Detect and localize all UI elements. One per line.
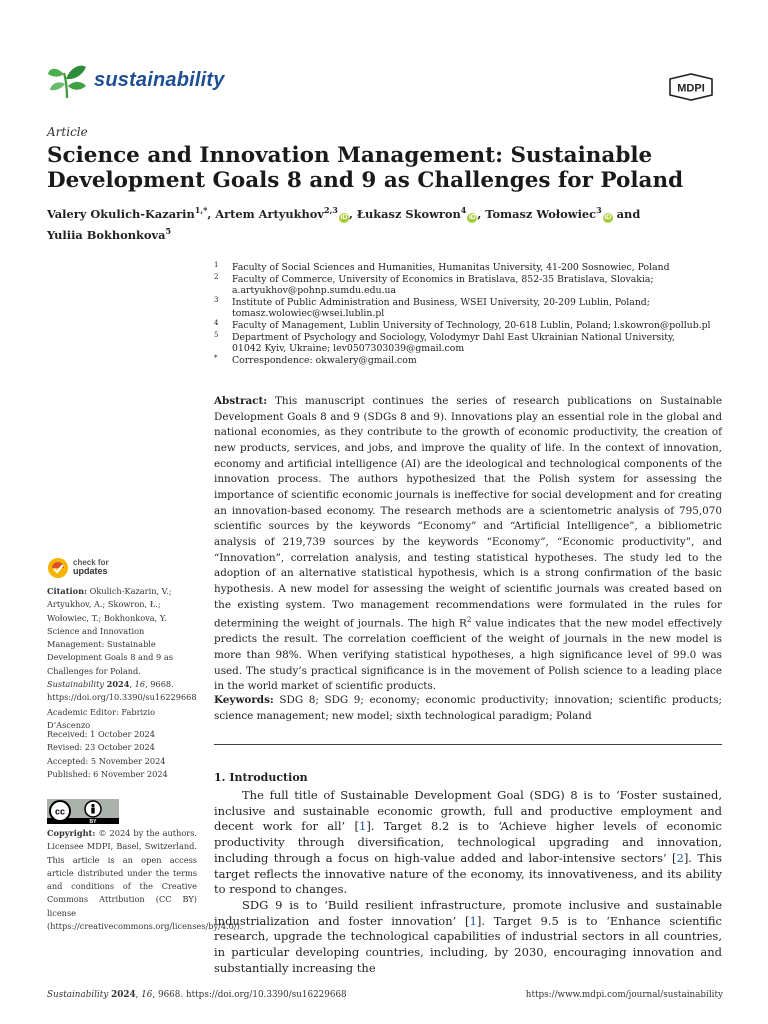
affiliation-line: 01042 Kyiv, Ukraine; lev0507303039@gmail.com bbox=[232, 343, 465, 355]
copyright-text: © 2024 by the authors. Licensee MDPI, Basel, Switzerland. This article is an open access article distributed under the terms and conditions of the Creative Commons Attribution (CC BY) license (https://creativecommons.org/licenses/by/4.0/). bbox=[47, 828, 243, 931]
affiliation-number: 4 bbox=[214, 318, 219, 327]
journal-name[interactable]: sustainability bbox=[94, 69, 225, 91]
date-received: Received: 1 October 2024 bbox=[47, 729, 155, 739]
paragraph bbox=[214, 788, 722, 898]
author-name[interactable]: Łukasz Skowron bbox=[356, 206, 461, 221]
citation-block: Citation: Okulich-Kazarin, V.; Artyukhov, A.; Skowron, Ł.; Wołowiec, T.; Bokhonkova, Y. Science and Innovation Management: Sustainable Development Goals 8 and 9 as Challenges for Poland. Sustainability 2024, 16, 9668. https://doi.org/10.3390/su16229668 bbox=[47, 586, 197, 703]
abstract-text: This manuscript continues the series of research publications on Sustainable Development Goals 8 and 9 (SDGs 8 and 9). Innovations play an essential role in the global and national economies, as they contribute to the growth of economic productivity, the creation of new products, services, and jobs, and improve the quality of life. In the context of innovation, economy and artificial intelligence (AI) are the ideological and technological components of the innovation process. The authors hypothesized that the Polish system for assessing the importance of scientific economic journals is ineffective for social development and for creating an innovation-based economy. The research methods are a scientometric analysis of 795,070 scientific sources by the keywords “Economy” and “Artificial Intelligence”, a bibliometric analysis of 219,739 sources by the keywords “Economy”, “Economic productivity”, and “Innovation”, correlation analysis, and testing statistical hypotheses. The study led to the adoption of an alternative statistical hypothesis, which is a strong confirmation of the basic hypothesis. A new model for assessing the weight of scientific journals was created based on the existing system. Two management recommendations were formulated in the rules for determining the weight of journals. The high R bbox=[214, 395, 722, 630]
footer-journal-url[interactable]: https://www.mdpi.com/journal/sustainability bbox=[525, 990, 723, 1000]
publication-dates bbox=[47, 728, 199, 781]
check-updates-line: updates bbox=[73, 566, 108, 576]
affiliation-item bbox=[214, 332, 724, 355]
author-name[interactable]: Tomasz Wołowiec bbox=[485, 206, 597, 221]
affiliation-line: Institute of Public Administration and Business, WSEI University, 20-209 Lublin, Poland; bbox=[232, 296, 650, 308]
keywords-label: Keywords: bbox=[214, 694, 274, 706]
affiliation-line: Department of Psychology and Sociology, Volodymyr Dahl East Ukrainian National University, bbox=[232, 331, 675, 343]
citation-journal: Sustainability bbox=[47, 679, 105, 690]
author-affiliation-sup: 3 bbox=[596, 205, 602, 215]
citation-text: Okulich-Kazarin, V.; Artyukhov, A.; Skowron, Ł.; Wołowiec, T.; Bokhonkova, Y. Science and Innovation Management: Sustainable Development Goals 8 and 9 as Challenges for Poland. bbox=[47, 586, 173, 676]
svg-text:BY: BY bbox=[89, 819, 97, 824]
date-accepted: Accepted: 5 November 2024 bbox=[47, 755, 166, 766]
author-affiliation-sup: 5 bbox=[165, 225, 172, 236]
section-heading-introduction: 1. Introduction bbox=[214, 771, 308, 784]
section-divider bbox=[214, 744, 722, 745]
svg-text:cc: cc bbox=[54, 806, 66, 817]
check-updates-label bbox=[73, 558, 109, 576]
affiliation-line: Faculty of Commerce, University of Economics in Bratislava, 852-35 Bratislava, Slovakia; bbox=[232, 273, 654, 285]
abstract-label: Abstract: bbox=[214, 395, 268, 407]
footer-volume: 16 bbox=[141, 990, 153, 1000]
affiliation-line: a.artyukhov@pohnp.sumdu.edu.ua bbox=[232, 285, 397, 297]
r-squared-sup: 2 bbox=[466, 616, 472, 625]
affiliation-number: 2 bbox=[214, 272, 219, 281]
citation-volume: 16 bbox=[134, 679, 146, 690]
author-name[interactable]: Valery Okulich-Kazarin bbox=[47, 206, 195, 221]
article-type: Article bbox=[47, 125, 88, 139]
keywords bbox=[214, 693, 722, 724]
author-list bbox=[47, 202, 737, 243]
paragraph-text: ]. This target reflects the innovative nature of the economy, its innovativeness, and its ability to respond to changes. bbox=[214, 850, 722, 897]
introduction-body bbox=[214, 788, 722, 976]
footer-citation: Sustainability 2024, 16, 9668. https://doi.org/10.3390/su16229668 bbox=[47, 990, 347, 1000]
mdpi-logo[interactable] bbox=[666, 73, 716, 101]
affiliation-item bbox=[214, 274, 724, 297]
mdpi-logo-text: MDPI bbox=[677, 82, 705, 95]
paragraph-text: SDG 9 is to ‘Build resilient infrastructure, promote inclusive and sustainable industrialization and foster innovation’ [ bbox=[214, 897, 722, 928]
check-updates-line: check for bbox=[73, 558, 109, 567]
citation-doi[interactable]: , 9668. https://doi.org/10.3390/su16229668 bbox=[47, 679, 197, 703]
keywords-text: SDG 8; SDG 9; economy; economic productivity; innovation; scientific products; science management; new model; sixth technological paradigm; Poland bbox=[214, 694, 722, 722]
affiliation-line: Correspondence: okwalery@gmail.com bbox=[232, 354, 417, 366]
orcid-icon[interactable]: iD bbox=[604, 213, 612, 221]
footer-year: 2024 bbox=[111, 990, 136, 1000]
citation-year: 2024 bbox=[106, 679, 130, 690]
citation-link[interactable]: 1 bbox=[358, 819, 367, 834]
abstract-text-continued: value indicates that the new model effectively predicts the result. The correlation coefficient of the weight of journals in the new model is more than 98%. When verifying statistical hypotheses, a high significance level of 99.0 was used. The study’s practical significance is in the movement of Polish science to a leading place in the world market of scientific products. bbox=[214, 617, 722, 693]
affiliation-line: Faculty of Social Sciences and Humanities, Humanitas University, 41-200 Sosnowiec, Poland bbox=[232, 262, 670, 273]
affiliation-item bbox=[214, 262, 724, 274]
date-published: Published: 6 November 2024 bbox=[47, 768, 168, 779]
author-name[interactable]: Yuliia Bokhonkova bbox=[47, 227, 166, 242]
affiliation-number: 5 bbox=[214, 330, 219, 339]
affiliation-line: tomasz.wolowiec@wsei.lublin.pl bbox=[232, 308, 385, 320]
check-updates-icon bbox=[47, 557, 69, 579]
citation-link[interactable]: 2 bbox=[676, 850, 684, 865]
paper-title: Science and Innovation Management: Sustainable Development Goals 8 and 9 as Challenges for Poland bbox=[47, 143, 684, 193]
affiliation-item bbox=[214, 297, 724, 320]
paragraph-text: The full title of Sustainable Development Goal (SDG) 8 is to ‘Foster sustained, inclusive and sustainable economic growth, full and productive employment and decent work for all’ [ bbox=[214, 788, 722, 834]
affiliation-item bbox=[214, 355, 724, 367]
affiliation-item bbox=[214, 320, 724, 332]
cc-by-license-icon[interactable] bbox=[47, 799, 119, 824]
copyright-notice bbox=[47, 827, 243, 933]
orcid-icon[interactable]: iD bbox=[340, 213, 348, 221]
footer-journal: Sustainability bbox=[47, 990, 109, 1000]
affiliation-number: * bbox=[214, 353, 218, 362]
affiliations bbox=[214, 262, 724, 366]
paragraph bbox=[214, 898, 722, 977]
author-separator: , bbox=[477, 206, 486, 221]
citation-label: Citation: bbox=[47, 586, 88, 596]
paragraph-text: ]. Target 9.5 is to ‘Enhance scientific research, upgrade the technological capabilities of industrial sectors in all countries, in particular developing countries, including, by 2030, encouraging innovation and substantially increasing the bbox=[214, 913, 722, 975]
check-for-updates-button[interactable] bbox=[47, 556, 137, 582]
affiliation-number: 1 bbox=[214, 261, 219, 269]
author-separator: , bbox=[207, 206, 216, 221]
footer-doi[interactable]: , 9668. https://doi.org/10.3390/su16229668 bbox=[152, 990, 347, 1000]
orcid-icon[interactable]: iD bbox=[468, 213, 476, 221]
citation-link[interactable]: 1 bbox=[469, 913, 477, 928]
author-affiliation-sup: 2,3 bbox=[324, 205, 338, 215]
affiliation-line: Faculty of Management, Lublin University of Technology, 20-618 Lublin, Poland; l.skowron@pollub.pl bbox=[232, 319, 711, 331]
author-affiliation-sup: 1,* bbox=[194, 205, 208, 215]
author-separator: , bbox=[348, 206, 357, 221]
journal-logo-icon bbox=[46, 60, 90, 100]
paragraph-text: ]. Target 8.2 is to ‘Achieve higher levels of economic productivity through diversification, technological upgrading and innovation, including through a focus on high-value added and labor-intensive sectors’ [ bbox=[214, 819, 722, 865]
author-affiliation-sup: 4 bbox=[460, 205, 467, 215]
affiliation-number: 3 bbox=[214, 295, 219, 304]
copyright-label: Copyright: bbox=[47, 828, 96, 838]
academic-editor: Academic Editor: Fabrizio D’Ascenzo bbox=[47, 707, 156, 731]
abstract bbox=[214, 394, 722, 695]
author-name[interactable]: Artem Artyukhov bbox=[215, 206, 325, 221]
author-separator: and bbox=[612, 206, 641, 221]
date-revised: Revised: 23 October 2024 bbox=[47, 742, 155, 753]
